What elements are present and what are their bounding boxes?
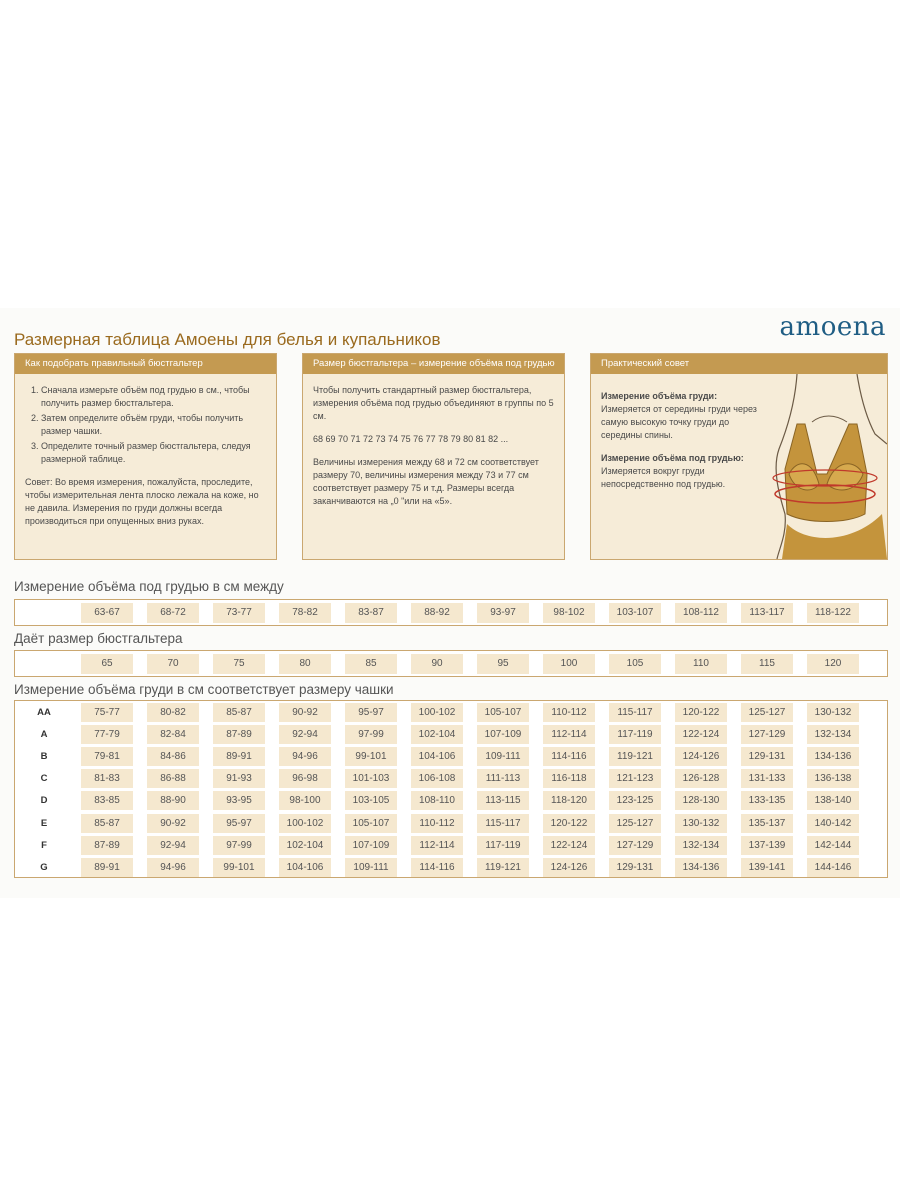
cup-cell: 135-137 [741,814,793,833]
how-to-choose-panel [14,353,277,560]
bra-size-cell: 75 [213,654,265,674]
panel-header: Как подобрать правильный бюстгальтер [15,354,276,374]
cup-cell: 144-146 [807,858,859,877]
panel-header: Размер бюстгальтера – измерение объёма под грудью [303,354,564,374]
cup-label: AA [37,706,51,718]
cup-cell: 131-133 [741,769,793,788]
cup-cell: 92-94 [279,725,331,744]
cup-row [15,812,887,834]
cup-cell: 105-107 [477,703,529,722]
cup-cell: 115-117 [609,703,661,722]
underbust-cell: 108-112 [675,603,727,623]
cup-row [15,745,887,767]
cup-cell: 100-102 [279,814,331,833]
cup-cell: 91-93 [213,769,265,788]
cup-cell: 95-97 [345,703,397,722]
cup-cell: 138-140 [807,791,859,810]
cup-cell: 120-122 [675,703,727,722]
cup-cell: 132-134 [675,836,727,855]
bust-measure-text: Измеряется от середины груди через самую высокую точку груди до середины спины. [601,404,757,440]
advice-text: Совет: Во время измерения, пожалуйста, проследите, чтобы измерительная лента плоско лежала на коже, но не давила. Измерения по груди должны всегда производиться при опущенных вниз руках. [25,477,259,526]
amoena-logo: amoena [779,312,886,342]
underbust-cell: 68-72 [147,603,199,623]
cup-cell: 125-127 [741,703,793,722]
cup-cell: 126-128 [675,769,727,788]
cup-cell: 101-103 [345,769,397,788]
underbust-cell: 83-87 [345,603,397,623]
cup-cell: 102-104 [411,725,463,744]
cup-cell: 83-85 [81,791,133,810]
bust-measure-title: Измерение объёма груди: [601,391,718,401]
intro-text: Чтобы получить стандартный размер бюстгальтера, измерения объёма под грудью объединяют в группы по 5 см. [313,385,554,421]
cup-cell: 136-138 [807,769,859,788]
cup-cell: 129-131 [609,858,661,877]
cup-cell: 142-144 [807,836,859,855]
cup-cell: 111-113 [477,769,529,788]
cup-cell: 106-108 [411,769,463,788]
cup-label: E [40,817,48,829]
underbust-measure-title: Измерение объёма под грудью: [601,453,744,463]
underbust-cell: 118-122 [807,603,859,623]
bra-size-cell: 95 [477,654,529,674]
underbust-cell: 98-102 [543,603,595,623]
cup-cell: 100-102 [411,703,463,722]
cup-label: A [40,728,48,740]
cup-cell: 108-110 [411,791,463,810]
cup-cell: 84-86 [147,747,199,766]
cup-cell: 112-114 [543,725,595,744]
cup-cell: 80-82 [147,703,199,722]
step-item: 1. Сначала измерьте объём под грудью в см., чтобы получить размер бюстгальтера. [41,384,266,410]
cup-cell: 139-141 [741,858,793,877]
cup-cell: 133-135 [741,791,793,810]
bra-size-cell: 110 [675,654,727,674]
cup-cell: 104-106 [411,747,463,766]
cup-cell: 98-100 [279,791,331,810]
cup-cell: 109-111 [477,747,529,766]
cup-cell: 128-130 [675,791,727,810]
cup-cell: 130-132 [675,814,727,833]
underbust-cell: 63-67 [81,603,133,623]
cup-cell: 89-91 [213,747,265,766]
torso-illustration-icon [757,374,887,559]
cup-cell: 113-115 [477,791,529,810]
cup-cell: 127-129 [741,725,793,744]
panel-header: Практический совет [591,354,887,374]
cup-cell: 117-119 [477,836,529,855]
cup-cell: 85-87 [213,703,265,722]
cup-cell: 107-109 [345,836,397,855]
bra-size-cell: 85 [345,654,397,674]
cup-cell: 121-123 [609,769,661,788]
underbust-row [14,599,888,626]
cup-row [15,768,887,790]
cup-cell: 116-118 [543,769,595,788]
cup-cell: 107-109 [477,725,529,744]
cup-row [15,790,887,812]
cup-cell: 97-99 [345,725,397,744]
underbust-cell: 93-97 [477,603,529,623]
bra-size-section-label: Даёт размер бюстгальтера [14,631,183,646]
cup-cell: 90-92 [279,703,331,722]
bra-size-cell: 65 [81,654,133,674]
underbust-measure-text: Измеряется вокруг груди непосредственно под грудью. [601,466,726,489]
cup-cell: 104-106 [279,858,331,877]
cup-cell: 130-132 [807,703,859,722]
cup-cell: 140-142 [807,814,859,833]
cup-cell: 96-98 [279,769,331,788]
practical-tip-panel [590,353,888,560]
cup-cell: 118-120 [543,791,595,810]
numbers-text: 68 69 70 71 72 73 74 75 76 77 78 79 80 81 82 ... [313,434,509,444]
cup-cell: 95-97 [213,814,265,833]
underbust-cell: 78-82 [279,603,331,623]
bra-size-cell: 100 [543,654,595,674]
cup-cell: 94-96 [279,747,331,766]
cup-cell: 122-124 [543,836,595,855]
cup-cell: 97-99 [213,836,265,855]
cup-cell: 81-83 [81,769,133,788]
cup-cell: 134-136 [807,747,859,766]
cup-label: B [40,750,48,762]
cup-label: C [40,773,48,785]
cup-cell: 123-125 [609,791,661,810]
bra-size-cell: 115 [741,654,793,674]
cup-cell: 89-91 [81,858,133,877]
bra-size-cell: 90 [411,654,463,674]
cup-cell: 87-89 [81,836,133,855]
cup-cell: 124-126 [543,858,595,877]
cup-cell: 115-117 [477,814,529,833]
cup-cell: 110-112 [411,814,463,833]
cup-cell: 82-84 [147,725,199,744]
cup-cell: 119-121 [477,858,529,877]
cup-cell: 129-131 [741,747,793,766]
underbust-cell: 103-107 [609,603,661,623]
cup-cell: 99-101 [213,858,265,877]
underbust-section-label: Измерение объёма под грудью в см между [14,579,284,594]
bra-size-cell: 105 [609,654,661,674]
cup-cell: 134-136 [675,858,727,877]
cup-label: D [40,795,48,807]
cup-label: F [41,839,47,851]
cup-cell: 117-119 [609,725,661,744]
cup-cell: 102-104 [279,836,331,855]
cup-cell: 112-114 [411,836,463,855]
cup-cell: 132-134 [807,725,859,744]
cup-cell: 114-116 [411,858,463,877]
cup-cell: 99-101 [345,747,397,766]
page-title: Размерная таблица Амоены для белья и купальников [14,330,441,349]
cup-cell: 127-129 [609,836,661,855]
cup-cell: 93-95 [213,791,265,810]
cup-cell: 90-92 [147,814,199,833]
bra-size-cell: 120 [807,654,859,674]
cup-cell: 88-90 [147,791,199,810]
cup-cell: 109-111 [345,858,397,877]
cup-section-label: Измерение объёма груди в см соответствует размеру чашки [14,682,394,697]
steps-list [25,384,266,466]
cup-cell: 125-127 [609,814,661,833]
cup-row [15,723,887,745]
cup-cell: 103-105 [345,791,397,810]
bra-size-row [14,650,888,677]
cup-cell: 122-124 [675,725,727,744]
cup-cell: 105-107 [345,814,397,833]
cup-cell: 137-139 [741,836,793,855]
underbust-cell: 113-117 [741,603,793,623]
cup-row [15,701,887,723]
cup-cell: 79-81 [81,747,133,766]
cup-cell: 119-121 [609,747,661,766]
step-item: 2. Затем определите объём груди, чтобы получить размер чашки. [41,412,266,438]
explain-text: Величины измерения между 68 и 72 см соответствует размеру 70, величины измерения между 73 и 77 см соответствует размеру 75 и т.д. Размеры всегда заканчиваются на „0 "или на «5». [313,457,539,506]
cup-row [15,834,887,856]
bra-size-panel [302,353,565,560]
cup-cell: 94-96 [147,858,199,877]
cup-size-table [14,700,888,878]
cup-cell: 110-112 [543,703,595,722]
cup-cell: 86-88 [147,769,199,788]
cup-cell: 85-87 [81,814,133,833]
cup-cell: 75-77 [81,703,133,722]
cup-label: G [40,861,48,873]
cup-cell: 114-116 [543,747,595,766]
step-item: 3. Определите точный размер бюстгальтера, следуя размерной таблице. [41,440,266,466]
bra-size-cell: 70 [147,654,199,674]
underbust-cell: 73-77 [213,603,265,623]
underbust-cell: 88-92 [411,603,463,623]
cup-cell: 120-122 [543,814,595,833]
cup-cell: 92-94 [147,836,199,855]
cup-row [15,856,887,878]
cup-cell: 77-79 [81,725,133,744]
cup-cell: 124-126 [675,747,727,766]
cup-cell: 87-89 [213,725,265,744]
bra-size-cell: 80 [279,654,331,674]
